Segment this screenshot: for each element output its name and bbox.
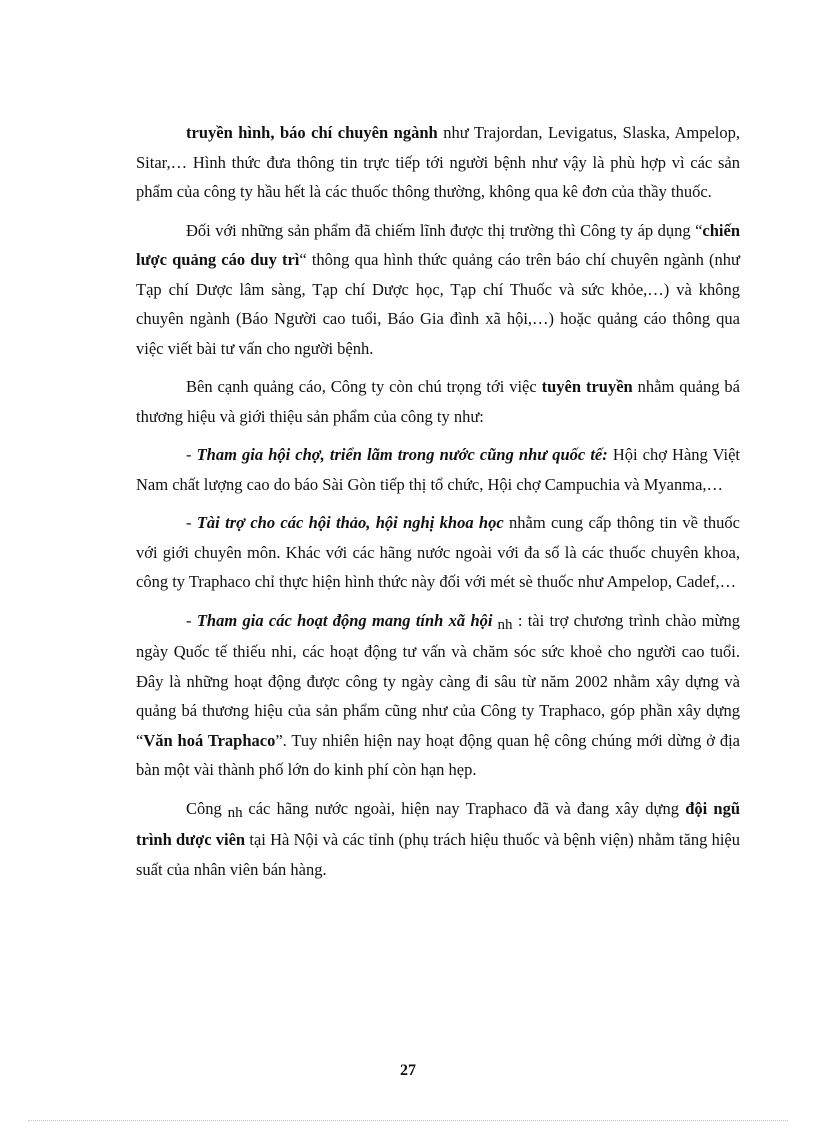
- text-run: nhằm cung cấp thông tin về thuốc với giới chuyên môn. Khác với các hãng nước ngoài với đa số là các thuốc chuyên khoa, công ty Traphaco chỉ thực hiện hình thức này đối với mét sè thuốc như Ampelop, Cadef,…: [136, 513, 740, 591]
- paragraph-2: [136, 216, 740, 364]
- body-text: [136, 118, 740, 893]
- bold-phrase: đội ngũ trình dược viên: [136, 798, 740, 849]
- bold-phrase: truyền hình, báo chí chuyên ngành: [186, 123, 438, 142]
- paragraph-5: [136, 508, 740, 597]
- paragraph-1: [136, 118, 740, 207]
- paragraph-4: [136, 440, 740, 499]
- text-run: Bên cạnh quảng cáo, Công ty còn chú trọng tới việc: [186, 377, 542, 396]
- paragraph-3: [136, 372, 740, 431]
- subscript-fragment: nh: [221, 804, 249, 821]
- subscript-fragment: nh: [492, 616, 513, 633]
- dash: -: [186, 610, 197, 630]
- text-run: tại Hà Nội và các tỉnh (phụ trách hiệu thuốc và bệnh viện) nhằm tăng hiệu suất của nhân viên bán hàng.: [136, 830, 740, 879]
- text-run: “ thông qua hình thức quảng cáo trên báo chí chuyên ngành (như Tạp chí Dược lâm sàng, Tạp chí Dược học, Tạp chí Thuốc và sức khỏe,…) và không chuyên ngành (Báo Người cao tuổi, Báo Gia đình xã hội,…) hoặc quảng cáo thông qua việc viết bài tư vấn cho người bệnh.: [136, 250, 740, 358]
- paragraph-6: [136, 606, 740, 785]
- text-run: Hội chợ Hàng Việt Nam chất lượng cao do báo Sài Gòn tiếp thị tổ chức, Hội chợ Campuchia và Myanma,…: [136, 445, 740, 494]
- bold-phrase: tuyên truyền: [541, 377, 633, 396]
- paragraph-7: [136, 794, 740, 885]
- text-run: Đối với những sản phẩm đã chiếm lĩnh được thị trường thì Công ty áp dụng “: [186, 220, 703, 240]
- text-run: nhằm quảng bá thương hiệu và giới thiệu sản phẩm của công ty như:: [136, 377, 741, 426]
- page-bottom-divider: [28, 1120, 788, 1121]
- bold-phrase: Văn hoá Traphaco: [143, 730, 276, 750]
- text-run: như Trajordan, Levigatus, Slaska, Ampelop, Sitar,… Hình thức đưa thông tin trực tiếp tới người bệnh như vậy là phù hợp vì các sản phẩm của công ty hầu hết là các thuốc thông thường, không qua kê đơn của thầy thuốc.: [136, 123, 740, 201]
- text-run: ”. Tuy nhiên hiện nay hoạt động quan hệ công chúng mới dừng ở địa bàn một vài thành phố lớn do kinh phí còn hạn hẹp.: [136, 730, 740, 779]
- bold-italic-heading: Tham gia các hoạt động mang tính xã hội: [196, 610, 493, 630]
- dash: -: [186, 513, 197, 532]
- text-run: các hãng nước ngoài, hiện nay Traphaco đã và đang xây dựng: [248, 798, 686, 818]
- text-run: : tài trợ chương trình chào mừng ngày Quốc tế thiếu nhi, các hoạt động tư vấn và chăm sóc sức khoẻ cho người cao tuổi. Đây là những hoạt động được công ty ngày càng đi sâu từ năm 2002 nhằm xây dựng và quảng bá thương hiệu của sản phẩm cũng như của Công ty Traphaco, góp phần xây dựng “: [136, 610, 740, 750]
- bold-phrase: chiến lược quảng cáo duy trì: [136, 220, 740, 269]
- bold-italic-heading: Tham gia hội chợ, triển lãm trong nước cũng như quốc tế:: [196, 445, 608, 464]
- page-number: 27: [400, 1062, 416, 1079]
- text-run: Công: [186, 798, 222, 818]
- dash: -: [186, 445, 197, 464]
- bold-italic-heading: Tài trợ cho các hội thảo, hội nghị khoa học: [196, 513, 504, 532]
